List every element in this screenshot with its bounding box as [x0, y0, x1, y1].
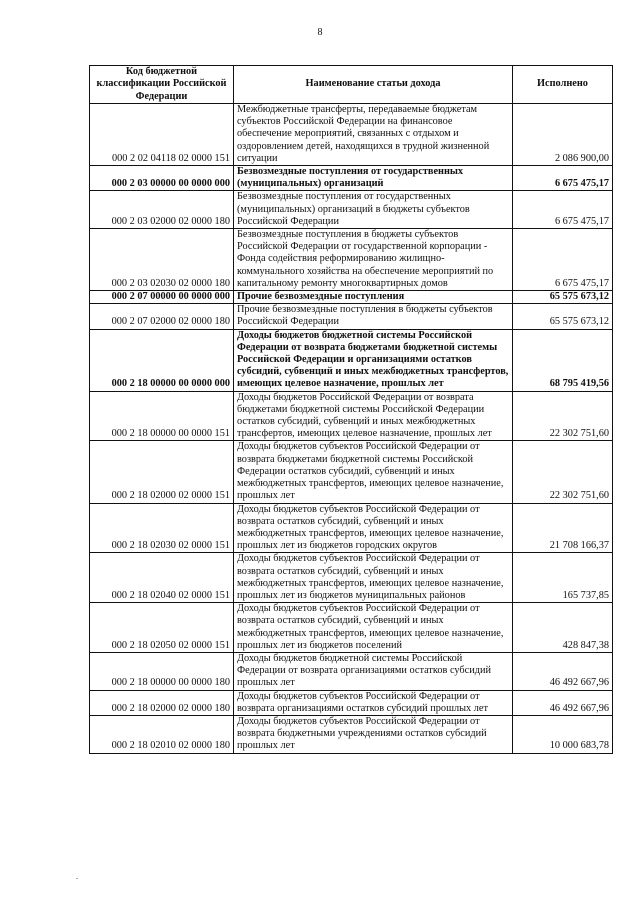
row-amount: 21 708 166,37 [513, 503, 613, 553]
row-code: 000 2 18 02000 02 0000 180 [90, 690, 234, 715]
table-row [90, 229, 613, 291]
row-name: Доходы бюджетов бюджетной системы Российской Федерации от возврата организациями остатков субсидий прошлых лет [234, 652, 513, 690]
table-row [90, 391, 613, 441]
row-name: Доходы бюджетов субъектов Российской Федерации от возврата бюджетными учреждениями остатков субсидий прошлых лет [234, 715, 513, 753]
table-row [90, 690, 613, 715]
table-row [90, 441, 613, 503]
row-code: 000 2 18 00000 00 0000 180 [90, 652, 234, 690]
row-name: Доходы бюджетов субъектов Российской Федерации от возврата бюджетами бюджетной системы Российской Федерации остатков субсидий, субвенций и иных межбюджетных трансфертов, имеющих целевое назначение, прошлых лет [234, 441, 513, 503]
table-row [90, 104, 613, 166]
scan-speck: . [76, 872, 78, 881]
column-header-name: Наименование статьи дохода [234, 66, 513, 104]
row-code: 000 2 18 02000 02 0000 151 [90, 441, 234, 503]
row-code: 000 2 07 00000 00 0000 000 [90, 291, 234, 304]
table-header-row [90, 66, 613, 104]
row-amount: 68 795 419,56 [513, 329, 613, 391]
row-name: Безвозмездные поступления от государственных (муниципальных) организаций [234, 166, 513, 191]
row-amount: 428 847,38 [513, 603, 613, 653]
row-amount: 6 675 475,17 [513, 166, 613, 191]
row-amount: 6 675 475,17 [513, 191, 613, 229]
row-amount: 2 086 900,00 [513, 104, 613, 166]
row-amount: 46 492 667,96 [513, 690, 613, 715]
table-row [90, 603, 613, 653]
row-name: Прочие безвозмездные поступления в бюджеты субъектов Российской Федерации [234, 304, 513, 329]
row-code: 000 2 18 02040 02 0000 151 [90, 553, 234, 603]
row-amount: 22 302 751,60 [513, 391, 613, 441]
row-name: Прочие безвозмездные поступления [234, 291, 513, 304]
row-name: Безвозмездные поступления в бюджеты субъектов Российской Федерации от государственной корпорации - Фонда содействия реформированию жилищно-коммунального хозяйства на обеспечение мероприятий по капитальному ремонту многоквартирных домов [234, 229, 513, 291]
row-name: Доходы бюджетов бюджетной системы Российской Федерации от возврата бюджетами бюджетной системы Российской Федерации и организациями остатков субсидий, субвенций и иных межбюджетных трансфертов, имеющих целевое назначение, прошлых лет [234, 329, 513, 391]
column-header-amount: Исполнено [513, 66, 613, 104]
row-code: 000 2 03 02030 02 0000 180 [90, 229, 234, 291]
page-number: 8 [317, 27, 323, 38]
table-row [90, 652, 613, 690]
row-name: Доходы бюджетов субъектов Российской Федерации от возврата остатков субсидий, субвенций и иных межбюджетных трансфертов, имеющих целевое назначение, прошлых лет из бюджетов муниципальных районов [234, 553, 513, 603]
table-row [90, 715, 613, 753]
table-row [90, 304, 613, 329]
row-code: 000 2 18 02030 02 0000 151 [90, 503, 234, 553]
row-code: 000 2 03 00000 00 0000 000 [90, 166, 234, 191]
table-row [90, 166, 613, 191]
row-name: Доходы бюджетов субъектов Российской Федерации от возврата остатков субсидий, субвенций и иных межбюджетных трансфертов, имеющих целевое назначение, прошлых лет из бюджетов городских округов [234, 503, 513, 553]
row-name: Безвозмездные поступления от государственных (муниципальных) организаций в бюджеты субъектов Российской Федерации [234, 191, 513, 229]
row-code: 000 2 18 00000 00 0000 000 [90, 329, 234, 391]
row-amount: 165 737,85 [513, 553, 613, 603]
row-amount: 6 675 475,17 [513, 229, 613, 291]
row-code: 000 2 07 02000 02 0000 180 [90, 304, 234, 329]
table-row [90, 329, 613, 391]
row-code: 000 2 03 02000 02 0000 180 [90, 191, 234, 229]
table-row [90, 553, 613, 603]
table-row [90, 291, 613, 304]
row-code: 000 2 18 02010 02 0000 180 [90, 715, 234, 753]
column-header-code: Код бюджетной классификации Российской Федерации [90, 66, 234, 104]
row-amount: 10 000 683,78 [513, 715, 613, 753]
row-amount: 46 492 667,96 [513, 652, 613, 690]
row-code: 000 2 18 00000 00 0000 151 [90, 391, 234, 441]
row-amount: 65 575 673,12 [513, 304, 613, 329]
table-row [90, 191, 613, 229]
row-amount: 22 302 751,60 [513, 441, 613, 503]
row-name: Доходы бюджетов субъектов Российской Федерации от возврата остатков субсидий, субвенций и иных межбюджетных трансфертов, имеющих целевое назначение, прошлых лет из бюджетов поселений [234, 603, 513, 653]
row-name: Межбюджетные трансферты, передаваемые бюджетам субъектов Российской Федерации на финансовое обеспечение мероприятий, связанных с отдыхом и оздоровлением детей, находящихся в трудной жизненной ситуации [234, 104, 513, 166]
row-name: Доходы бюджетов Российской Федерации от возврата бюджетами бюджетной системы Российской Федерации остатков субсидий, субвенций и иных межбюджетных трансфертов, имеющих целевое назначение, прошлых лет [234, 391, 513, 441]
row-name: Доходы бюджетов субъектов Российской Федерации от возврата организациями остатков субсидий прошлых лет [234, 690, 513, 715]
row-code: 000 2 02 04118 02 0000 151 [90, 104, 234, 166]
budget-revenue-table [89, 65, 613, 754]
table-row [90, 503, 613, 553]
row-amount: 65 575 673,12 [513, 291, 613, 304]
row-code: 000 2 18 02050 02 0000 151 [90, 603, 234, 653]
